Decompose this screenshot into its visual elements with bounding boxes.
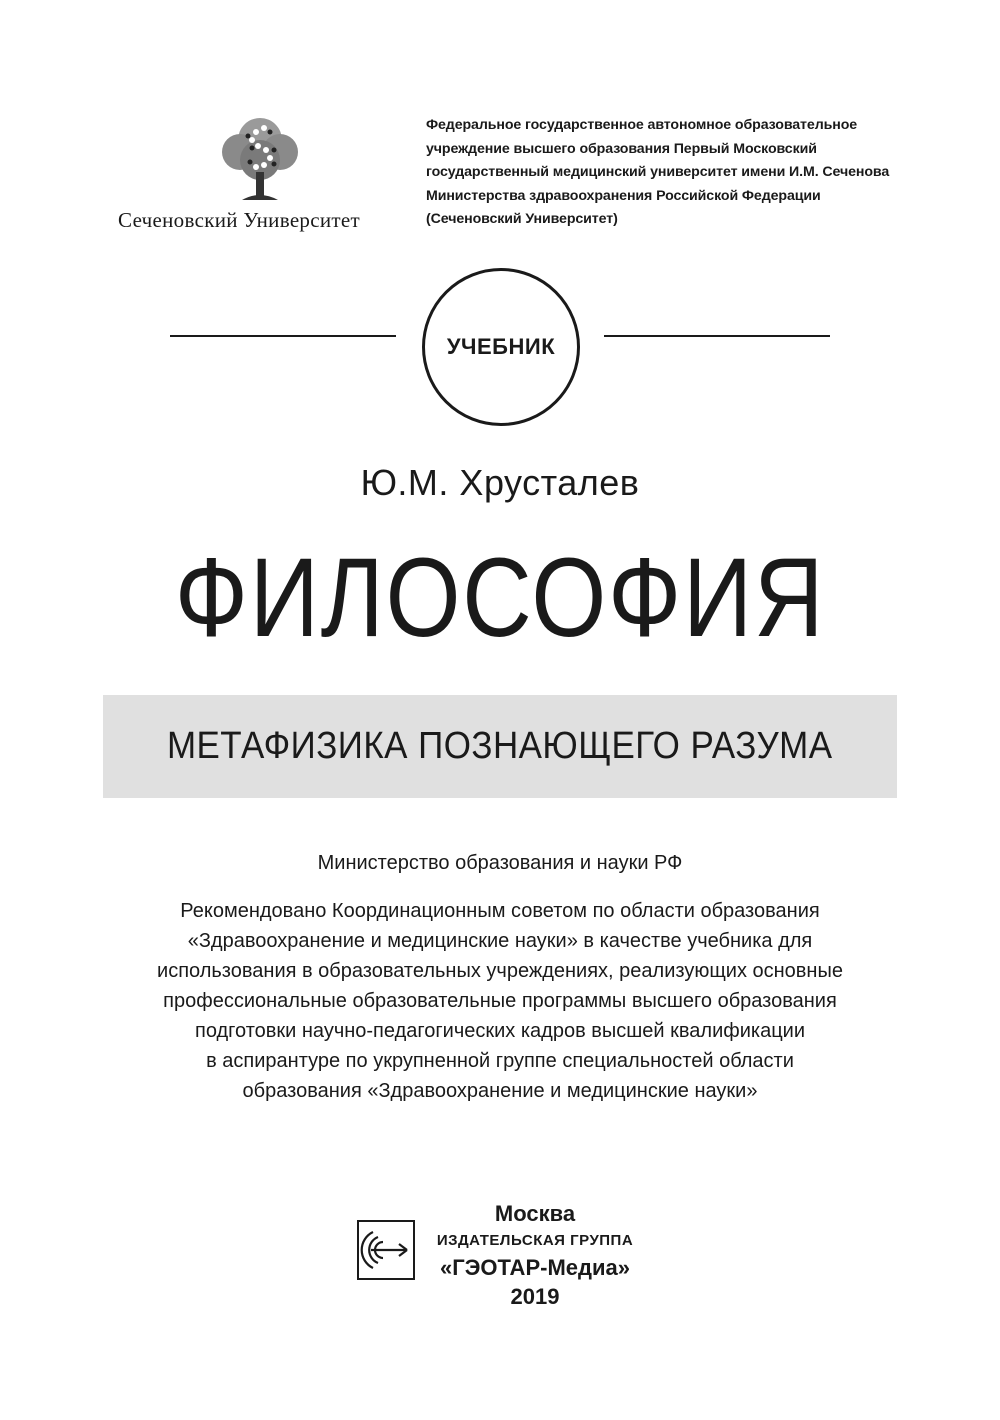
recommendation-line: профессиональные образовательные программы высшего образования [163, 990, 837, 1012]
institution-line: Министерства здравоохранения Российской Федерации [426, 187, 821, 204]
university-logo [118, 110, 398, 233]
recommendation-line: в аспирантуре по укрупненной группе специальностей области [206, 1050, 794, 1072]
tree-icon [212, 110, 308, 206]
publisher-group: ИЗДАТЕЛЬСКАЯ ГРУППА [436, 1232, 634, 1249]
ministry-line: Министерство образования и науки РФ [317, 852, 683, 874]
recommendation-line: использования в образовательных учреждениях, реализующих основные [157, 960, 843, 982]
divider-right [604, 335, 830, 337]
publisher-block [420, 1200, 650, 1312]
logo-text: Сеченовский Университет [118, 208, 360, 232]
recommendation-line: Рекомендовано Координационным советом по области образования [180, 900, 820, 922]
institution-line: (Сеченовский Университет) [426, 211, 618, 227]
textbook-badge [422, 268, 580, 426]
publisher-logo-icon [357, 1220, 415, 1280]
publisher-name: «ГЭОТАР-Медиа» [440, 1255, 630, 1280]
book-subtitle: МЕТАФИЗИКА ПОЗНАЮЩЕГО РАЗУМА [167, 725, 833, 767]
institution-name [426, 114, 896, 232]
publisher-city: Москва [494, 1201, 576, 1226]
publication-year: 2019 [510, 1284, 560, 1309]
author-name: Ю.М. Хрусталев [360, 462, 640, 503]
book-title: ФИЛОСОФИЯ [174, 535, 826, 660]
recommendation-line: «Здравоохранение и медицинские науки» в качестве учебника для [187, 930, 813, 952]
institution-line: Федеральное государственное автономное образовательное [426, 117, 858, 133]
recommendation-line: подготовки научно-педагогических кадров высшей квалификации [194, 1020, 805, 1042]
recommendation-text [0, 896, 1000, 1106]
recommendation-line: образования «Здравоохранение и медицинские науки» [242, 1080, 758, 1102]
subtitle-band [103, 695, 897, 798]
institution-line: государственный медицинский университет имени И.М. Сеченова [426, 164, 890, 180]
institution-line: учреждение высшего образования Первый Московский [426, 140, 817, 157]
divider-left [170, 335, 396, 337]
badge-label: УЧЕБНИК [446, 334, 556, 359]
